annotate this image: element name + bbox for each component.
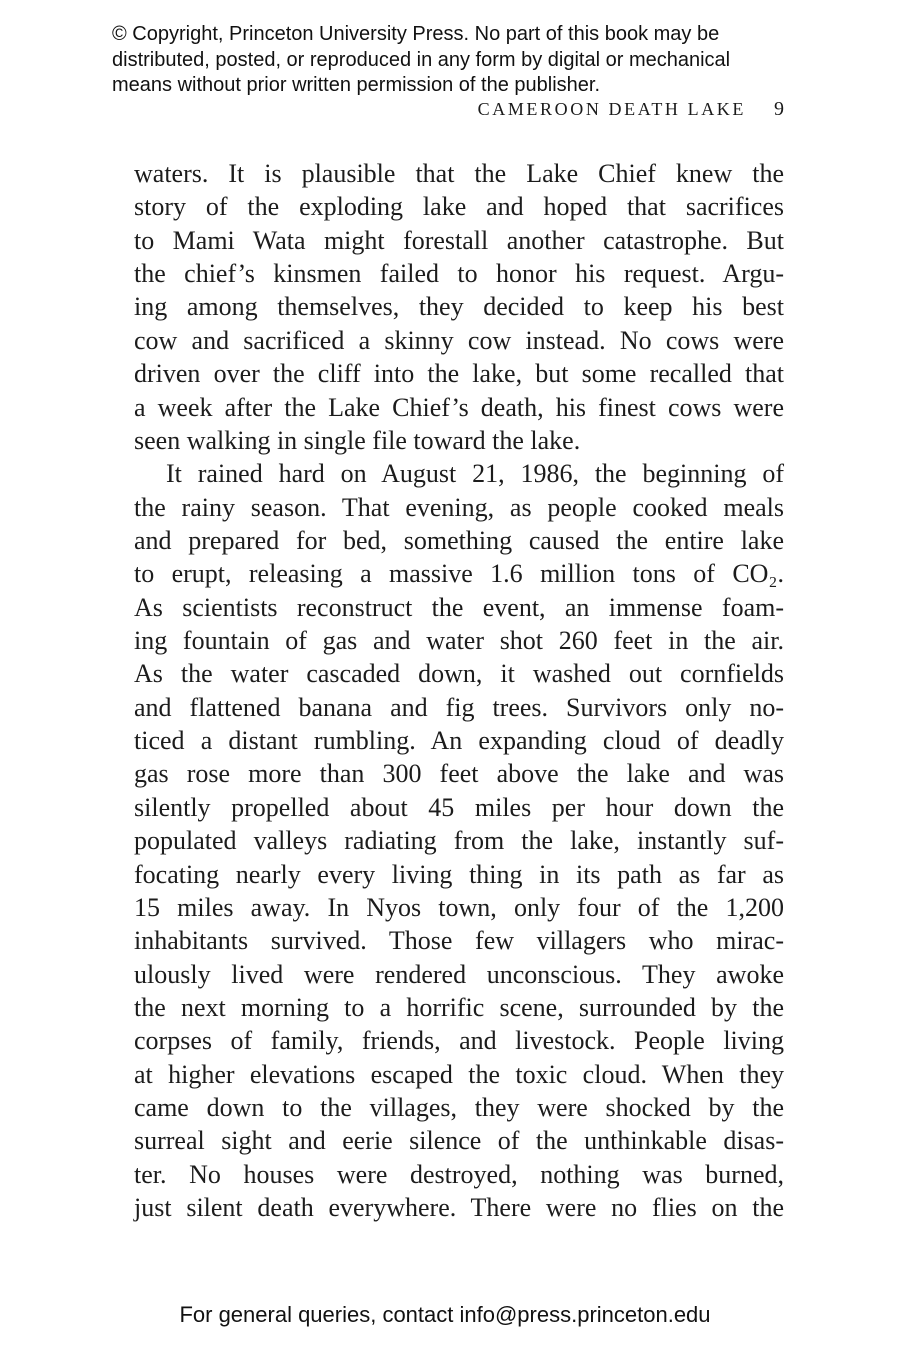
text-line: corpses of family, friends, and livestock. People living [134, 1026, 784, 1056]
text-line: ulously lived were rendered unconscious. They awoke [134, 959, 784, 989]
text-line: ing among themselves, they decided to keep his best [134, 292, 784, 322]
text-line: to Mami Wata might forestall another catastrophe. But [134, 225, 784, 255]
running-head [478, 98, 784, 121]
text-line: ter. No houses were destroyed, nothing was burned, [134, 1159, 784, 1189]
text-line: As the water cascaded down, it washed out cornfields [134, 659, 784, 689]
text-line: at higher elevations escaped the toxic cloud. When they [134, 1059, 784, 1089]
copyright-line: © Copyright, Princeton University Press. No part of this book may be [112, 23, 720, 45]
text-line: the rainy season. That evening, as people cooked meals [134, 492, 784, 522]
text-line: cow and sacrificed a skinny cow instead. No cows were [134, 325, 784, 355]
text-line: It rained hard on August 21, 1986, the beginning of [166, 459, 784, 489]
text-line: focating nearly every living thing in its path as far as [134, 859, 784, 889]
text-line: waters. It is plausible that the Lake Chief knew the [134, 159, 784, 188]
text-line: story of the exploding lake and hoped that sacrifices [134, 192, 784, 222]
running-head-title: CAMEROON DEATH LAKE [477, 99, 746, 119]
body-text [134, 157, 784, 1225]
text-line: to erupt, releasing a massive 1.6 million tons of CO₂. [134, 559, 784, 589]
text-line: 15 miles away. In Nyos town, only four of the 1,200 [134, 892, 784, 922]
text-line: silently propelled about 45 miles per hour down the [134, 792, 784, 822]
footer-contact: For general queries, contact info@press.princeton.edu [179, 1302, 711, 1327]
paragraph-1 [134, 157, 784, 457]
text-line: ticed a distant rumbling. An expanding cloud of deadly [134, 726, 784, 756]
text-line: and prepared for bed, something caused the entire lake [134, 525, 784, 555]
text-line: came down to the villages, they were shocked by the [134, 1093, 784, 1123]
paragraph-2 [134, 457, 784, 1224]
text-line: just silent death everywhere. There were no flies on the [134, 1193, 784, 1223]
text-line: driven over the cliff into the lake, but some recalled that [134, 359, 784, 389]
text-line: gas rose more than 300 feet above the lake and was [134, 759, 784, 789]
copyright-notice [112, 22, 802, 99]
text-line: populated valleys radiating from the lake, instantly suf- [134, 826, 784, 856]
text-line: the chief’s kinsmen failed to honor his request. Argu- [134, 259, 784, 289]
text-line: the next morning to a horrific scene, surrounded by the [134, 992, 784, 1022]
text-line: As scientists reconstruct the event, an immense foam- [134, 592, 784, 622]
text-line: inhabitants survived. Those few villagers who mirac- [134, 926, 784, 956]
copyright-line: distributed, posted, or reproduced in any form by digital or mechanical [112, 48, 731, 71]
text-line: seen walking in single file toward the lake. [134, 425, 581, 455]
page-number: 9 [774, 98, 784, 120]
text-line: a week after the Lake Chief’s death, his finest cows were [134, 392, 784, 422]
copyright-line: means without prior written permission of the publisher. [112, 74, 601, 96]
text-line: surreal sight and eerie silence of the unthinkable disas- [134, 1126, 784, 1156]
text-line: and flattened banana and fig trees. Survivors only no- [134, 692, 784, 722]
text-line: ing fountain of gas and water shot 260 feet in the air. [134, 626, 784, 656]
